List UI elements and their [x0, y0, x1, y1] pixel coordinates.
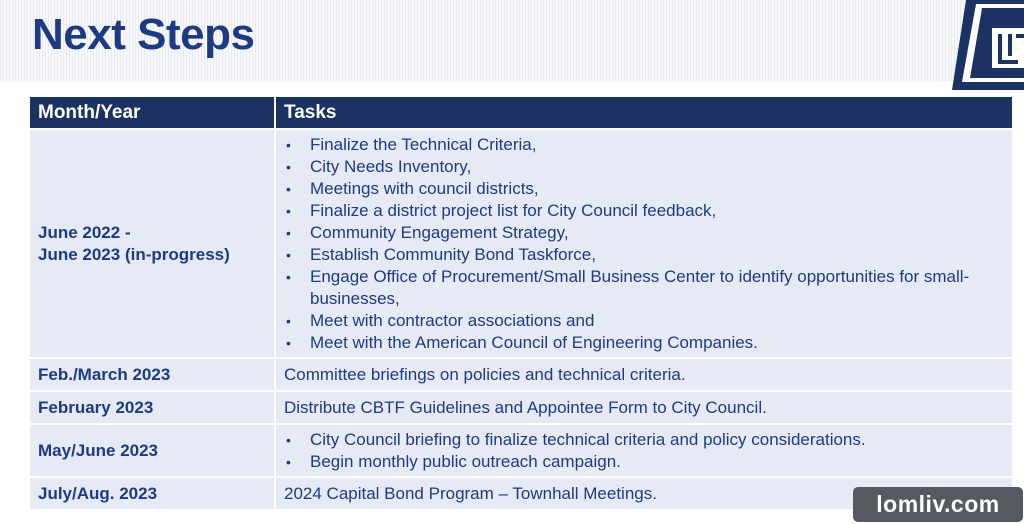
task-item: • Meet with the American Council of Engineering Companies.	[284, 332, 1004, 354]
task-item: • Begin monthly public outreach campaign.	[284, 451, 1004, 473]
task-item: • Finalize the Technical Criteria,	[284, 134, 1004, 156]
month-line: June 2023 (in-progress)	[38, 244, 230, 264]
table-row	[30, 424, 1013, 477]
task-list	[284, 134, 1004, 354]
month-cell: Feb./March 2023	[30, 358, 275, 391]
tasks-cell	[275, 129, 1013, 358]
page-title: Next Steps	[32, 10, 255, 59]
table-row	[30, 391, 1013, 424]
next-steps-table	[30, 97, 1014, 509]
task-item: • City Council briefing to finalize technical criteria and policy considerations.	[284, 429, 1004, 451]
month-cell: May/June 2023	[30, 424, 275, 477]
month-cell: July/Aug. 2023	[30, 477, 275, 509]
task-item: • Community Engagement Strategy,	[284, 222, 1004, 244]
task-list	[284, 429, 1004, 473]
tasks-cell: 2024 Capital Bond Program – Townhall Meetings.	[275, 477, 1013, 509]
month-cell	[30, 129, 275, 358]
tasks-cell	[275, 424, 1013, 477]
table-row	[30, 129, 1013, 358]
watermark-label: lomliv.com	[853, 487, 1023, 522]
task-item: • City Needs Inventory,	[284, 156, 1004, 178]
task-item: • Meetings with council districts,	[284, 178, 1004, 200]
task-item: • Finalize a district project list for City Council feedback,	[284, 200, 1004, 222]
table-header-row	[30, 97, 1013, 129]
tasks-cell: Committee briefings on policies and technical criteria.	[275, 358, 1013, 391]
tasks-cell: Distribute CBTF Guidelines and Appointee Form to City Council.	[275, 391, 1013, 424]
task-item: • Engage Office of Procurement/Small Business Center to identify opportunities for small-businesses,	[284, 266, 1004, 310]
city-logo-icon	[952, 0, 1024, 90]
month-cell: February 2023	[30, 391, 275, 424]
table-row	[30, 358, 1013, 391]
month-line: June 2022 -	[38, 222, 131, 242]
column-header-tasks: Tasks	[275, 97, 1013, 129]
task-item: • Establish Community Bond Taskforce,	[284, 244, 1004, 266]
column-header-month: Month/Year	[30, 97, 275, 129]
task-item: • Meet with contractor associations and	[284, 310, 1004, 332]
